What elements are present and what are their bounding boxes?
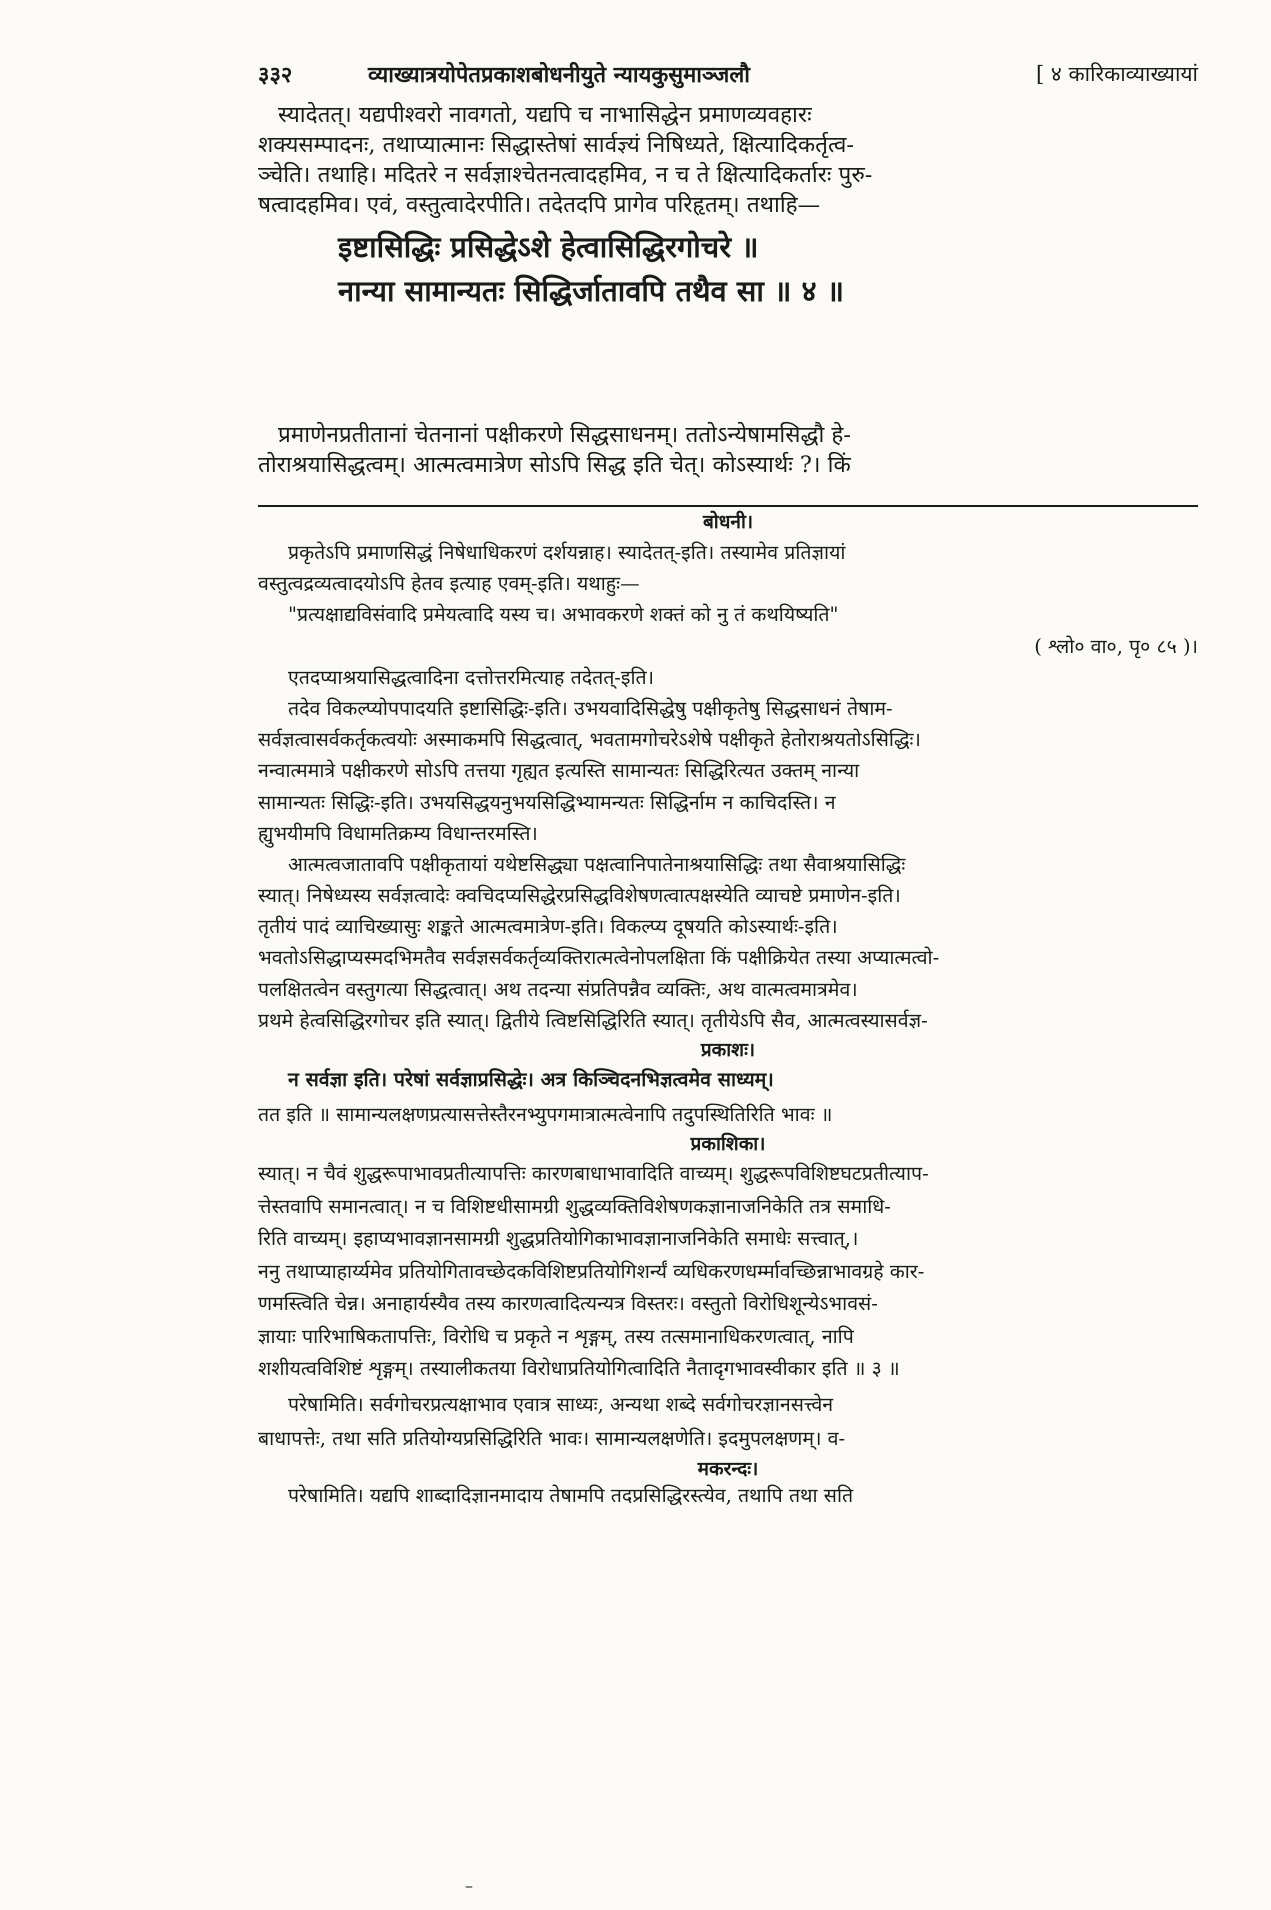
- prakashika-line: ननु तथाप्याहार्य्यमेव प्रतियोगितावच्छेदकविशिष्टप्रतियोगिशर्न्यं व्यधिकरणधर्म्मावच्छिन्नाभावग्रहे कार-: [258, 1259, 925, 1283]
- bodhani-line: सर्वज्ञत्वासर्वकर्तृकत्वयोः अस्माकमपि सिद्धत्वात्, भवतामगोचरेऽशेषे पक्षीकृते हेतोराश्रयतोऽसिद्धिः।: [258, 728, 921, 752]
- verse-line: इष्टासिद्धिः प्रसिद्धेऽशे हेत्वासिद्धिरगोचरे ॥: [338, 230, 759, 264]
- main-line: तोराश्रयासिद्धत्वम्। आत्मत्वमात्रेण सोऽपि सिद्ध इति चेत्। कोऽस्यार्थः ?। किं: [258, 452, 851, 478]
- bodhani-line: नन्वात्ममात्रे पक्षीकरणे सोऽपि तत्तया गृह्यत इत्यस्ति सामान्यतः सिद्धिरित्यत उक्तम् नान्या: [258, 759, 860, 783]
- prakashika-line: परेषामिति। सर्वगोचरप्रत्यक्षाभाव एवात्र साध्यः, अन्यथा शब्दे सर्वगोचरज्ञानसत्त्वेन: [288, 1393, 834, 1416]
- prakasha-heading: प्रकाशः।: [700, 1039, 756, 1061]
- prakashika-commentary: [258, 1158, 1198, 1386]
- page-header: [258, 52, 1198, 96]
- bodhani-line: स्यात्। निषेध्यस्य सर्वज्ञत्वादेः क्वचिदप्यसिद्धेरप्रसिद्धविशेषणत्वात्पक्षस्येति व्याचष्टे प्रमाणेन-इति।: [258, 884, 901, 908]
- prakasha-line: न सर्वज्ञा इति। परेषां सर्वज्ञाप्रसिद्धेः। अत्र किञ्चिदनभिज्ञत्वमेव साध्यम्।: [288, 1068, 774, 1091]
- bodhani-line: पलक्षितत्वेन वस्तुगत्या सिद्धत्वात्। अथ तदन्या संप्रतिपन्नैव व्यक्तिः, अथ वात्मत्वमात्रमेव।: [258, 977, 858, 1001]
- prakashika-line: बाधापत्तेः, तथा सति प्रतियोग्यप्रसिद्धिरिति भावः। सामान्यलक्षणेति। इदमुपलक्षणम्। व-: [258, 1427, 846, 1450]
- prakashika-commentary-2: [258, 1388, 1198, 1456]
- bodhani-line: तदेव विकल्प्योपपादयति इष्टासिद्धिः-इति। उभयवादिसिद्धेषु पक्षीकृतेषु सिद्धसाधनं तेषाम-: [288, 696, 893, 720]
- bodhani-line: वस्तुत्वद्रव्यत्वादयोऽपि हेतव इत्याह एवम्-इति। यथाहुः—: [258, 572, 640, 596]
- makaranda-commentary: [258, 1479, 1198, 1513]
- bodhani-line: तृतीयं पादं व्याचिख्यासुः शङ्कते आत्मत्वमात्रेण-इति। विकल्प्य दूषयति कोऽस्यार्थः-इति।: [258, 915, 838, 939]
- bodhani-line: एतदप्याश्रयासिद्धत्वादिना दत्तोत्तरमित्याह तदेतत्-इति।: [288, 665, 655, 689]
- prakashika-line: शशीयत्वविशिष्टं शृङ्गम्। तस्यालीकतया विरोधाप्रतियोगित्वादिति नैतादृगभावस्वीकार इति ॥ ३ ॥: [258, 1357, 900, 1380]
- footer-mark: –: [465, 1876, 473, 1895]
- page-number: ३३२: [258, 62, 293, 88]
- bodhani-line: "प्रत्यक्षाद्यविसंवादि प्रमेयत्वादि यस्य च। अभावकरणे शक्तं को नु तं कथयिष्यति": [288, 603, 839, 627]
- prakashika-line: रिति वाच्यम्। इहाप्यभावज्ञानसामग्री शुद्धप्रतियोगिकाभावज्ञानाजनिकेति समाधेः सत्त्वात्,।: [258, 1227, 859, 1250]
- prakashika-heading: प्रकाशिका।: [690, 1133, 766, 1155]
- prakasha-commentary: [258, 1062, 1198, 1132]
- divider-rule: [258, 505, 1198, 507]
- bodhani-line: भवतोऽसिद्धाप्यस्मदभिमतैव सर्वज्ञसर्वकर्तृव्यक्तिरात्मत्वेनोपलक्षिता किं पक्षीक्रियेत तस्या अप्यात्मत्वो-: [258, 946, 940, 970]
- running-title: व्याख्यात्रयोपेतप्रकाशबोधनीयुते न्यायकुसुमाञ्जलौ: [368, 62, 750, 88]
- main-text-2: [258, 420, 1198, 480]
- main-text: [258, 100, 1198, 220]
- prakashika-line: त्तेस्तवापि समानत्वात्। न च विशिष्टधीसामग्री शुद्धव्यक्तिविशेषणकज्ञानाजनिकेति तत्र समाधि-: [258, 1194, 891, 1218]
- bodhani-line: सामान्यतः सिद्धिः-इति। उभयसिद्धयनुभयसिद्धिभ्यामन्यतः सिद्धिर्नाम न काचिदस्ति। न: [258, 790, 836, 814]
- bodhani-line: ह्युभयीमपि विधामतिक्रम्य विधान्तरमस्ति।: [258, 821, 538, 845]
- main-line: स्यादेतत्। यद्यपीश्वरो नावगतो, यद्यपि च नाभासिद्धेन प्रमाणव्यवहारः: [278, 102, 812, 128]
- bodhani-line: ( श्लो० वा०, पृ० ८५ )।: [1034, 634, 1198, 658]
- makaranda-line: परेषामिति। यद्यपि शाब्दादिज्ञानमादाय तेषामपि तदप्रसिद्धिरस्त्येव, तथापि तथा सति: [288, 1484, 854, 1507]
- bodhani-heading: बोधनी।: [702, 511, 754, 533]
- prakashika-line: स्यात्। न चैवं शुद्धरूपाभावप्रतीत्यापत्तिः कारणबाधाभावादिति वाच्यम्। शुद्धरूपविशिष्टघटप्रतीत्याप-: [258, 1162, 929, 1185]
- main-line: षत्वादहमिव। एवं, वस्तुत्वादेरपीति। तदेतदपि प्रागेव परिहृतम्। तथाहि—: [258, 192, 821, 218]
- bodhani-line: प्रकृतेऽपि प्रमाणसिद्धं निषेधाधिकरणं दर्शयन्नाह। स्यादेतत्-इति। तस्यामेव प्रतिज्ञायां: [288, 541, 846, 564]
- karika-verse: [258, 225, 1198, 313]
- bodhani-line: आत्मत्वजातावपि पक्षीकृतायां यथेष्टसिद्ध्या पक्षत्वानिपातेनाश्रयासिद्धिः तथा सैवाश्रयासिद्धिः: [288, 852, 906, 876]
- bodhani-line: प्रथमे हेत्वसिद्धिरगोचर इति स्यात्। द्वितीये त्विष्टसिद्धिरिति स्यात्। तृतीयेऽपि सैव, आत्मत्वस्यासर्वज्ञ-: [258, 1008, 928, 1032]
- main-line: प्रमाणेनप्रतीतानां चेतनानां पक्षीकरणे सिद्धसाधनम्। ततोऽन्येषामसिद्धौ हे-: [278, 422, 851, 448]
- prakashika-line: ज्ञायाः पारिभाषिकतापत्तिः, विरोधि च प्रकृते न शृङ्गम्, तस्य तत्समानाधिकरणत्वात्, नापि: [258, 1324, 854, 1348]
- bodhani-commentary: [258, 537, 1198, 1036]
- section-label: [ ४ कारिकाव्याख्यायां: [1036, 62, 1198, 86]
- verse-line: नान्या सामान्यतः सिद्धिर्जातावपि तथैव सा ॥ ४ ॥: [338, 274, 844, 308]
- makaranda-heading: मकरन्दः।: [697, 1458, 759, 1480]
- prakasha-line: तत इति ॥ सामान्यलक्षणप्रत्यासत्तेस्तैरनभ्युपगमात्रात्मत्वेनापि तदुपस्थितिरिति भावः ॥: [258, 1103, 833, 1126]
- main-line: ञ्चेति। तथाहि। मदितरे न सर्वज्ञाश्चेतनत्वादहमिव, न च ते क्षित्यादिकर्तारः पुरु-: [258, 162, 873, 188]
- prakashika-line: णमस्त्विति चेन्न। अनाहार्यस्यैव तस्य कारणत्वादित्यन्यत्र विस्तरः। वस्तुतो विरोधिशून्येऽभावसं-: [258, 1292, 878, 1315]
- main-line: शक्यसम्पादनः, तथाप्यात्मानः सिद्धास्तेषां सार्वज्ञ्यं निषिध्यते, क्षित्यादिकर्तृत्व-: [258, 132, 855, 158]
